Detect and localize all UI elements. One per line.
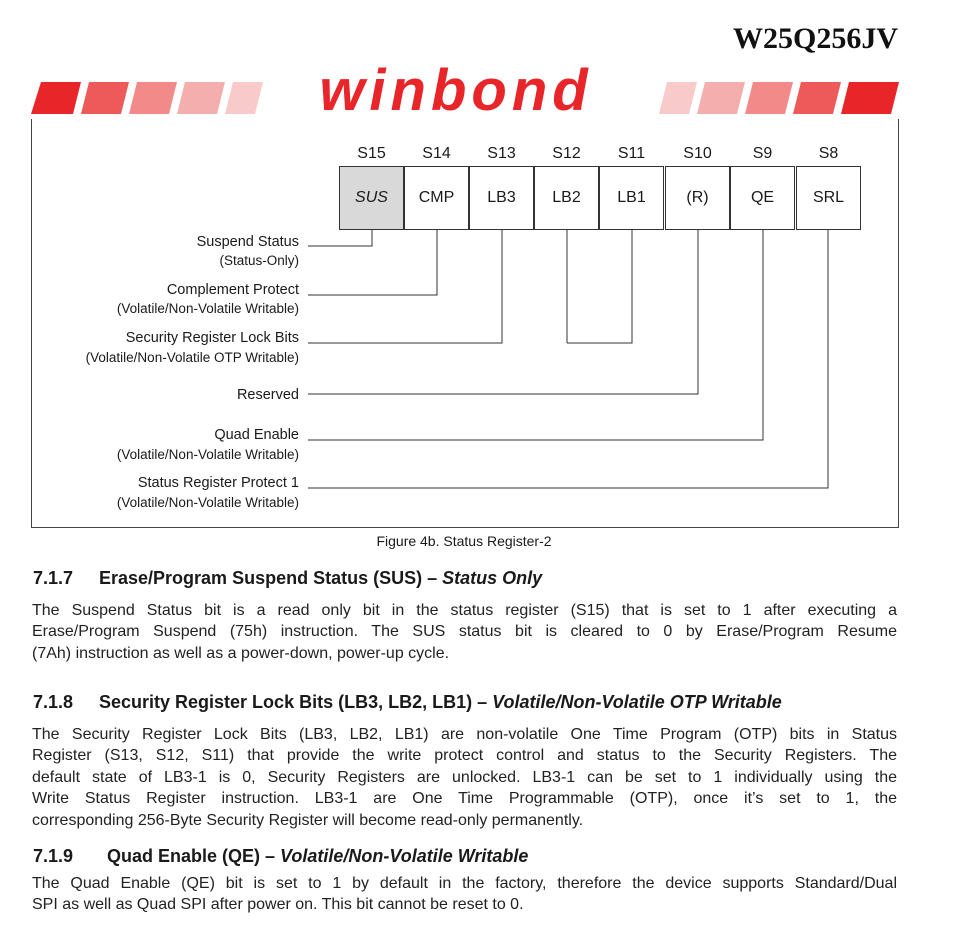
section-paragraph-717	[32, 600, 897, 664]
field-sub-security-lock: (Volatile/Non-Volatile OTP Writable)	[85, 350, 299, 365]
bit-label: S9	[752, 145, 773, 162]
section-heading-717	[33, 568, 542, 589]
wire-srl	[308, 230, 828, 488]
bit-label: S8	[818, 145, 839, 162]
field-sub-quad-enable: (Volatile/Non-Volatile Writable)	[116, 447, 299, 462]
paragraph-line: The Suspend Status bit is a read only bit in the status register (S15) that is set to 1 after executing a	[32, 602, 897, 619]
field-sub-srp1: (Volatile/Non-Volatile Writable)	[116, 495, 299, 510]
paragraph-line: The Quad Enable (QE) bit is set to 1 by default in the factory, therefore the device supports Standard/Dual	[32, 875, 897, 892]
wire-lb1	[567, 230, 632, 343]
field-label-srp1: Status Register Protect 1	[137, 475, 299, 491]
register-cell-cmp: CMP	[404, 166, 469, 230]
field-label-quad-enable: Quad Enable	[214, 427, 299, 443]
bit-label: S15	[357, 145, 386, 162]
wire-qe	[308, 230, 763, 440]
register-cell-sus: SUS	[339, 166, 404, 230]
field-label-reserved: Reserved	[236, 387, 299, 403]
section-title: Erase/Program Suspend Status (SUS) –	[99, 568, 443, 588]
register-cell-reserved: (R)	[665, 166, 730, 230]
section-number: 7.1.7	[33, 568, 74, 588]
section-title: Quad Enable (QE) –	[107, 846, 281, 866]
paragraph-line: SPI as well as Quad SPI after power on. This bit cannot be reset to 0.	[32, 896, 524, 914]
field-label-complement-protect: Complement Protect	[166, 282, 299, 298]
bit-label: S10	[683, 145, 712, 162]
figure-caption: Figure 4b. Status Register-2	[376, 533, 552, 549]
register-cell-lb2: LB2	[534, 166, 599, 230]
register-cell-srl: SRL	[796, 166, 861, 230]
register-cell-lb3: LB3	[469, 166, 534, 230]
register-cell-qe: QE	[730, 166, 795, 230]
wire-sus	[308, 230, 372, 246]
paragraph-line: corresponding 256-Byte Security Register will become read-only permanently.	[32, 811, 584, 829]
wire-reserved	[308, 230, 698, 394]
section-heading-718	[33, 692, 782, 713]
bit-label: S12	[552, 145, 581, 162]
field-sub-complement-protect: (Volatile/Non-Volatile Writable)	[116, 301, 299, 316]
bit-label: S14	[422, 145, 451, 162]
section-heading-719	[33, 846, 528, 867]
section-paragraph-718	[32, 724, 897, 831]
bit-label: S11	[617, 145, 646, 162]
bit-label: S13	[487, 145, 516, 162]
field-sub-suspend-status: (Status-Only)	[219, 253, 299, 268]
field-label-suspend-status: Suspend Status	[196, 234, 299, 250]
part-number: W25Q256JV	[733, 22, 898, 55]
register-cell-lb1: LB1	[599, 166, 664, 230]
section-paragraph-719	[32, 873, 897, 916]
paragraph-line: The Security Register Lock Bits (LB3, LB2, LB1) are non-volatile One Time Program (OTP) bits in Status	[32, 726, 897, 743]
paragraph-line: default state of LB3-1 is 0, Security Registers are unlocked. LB3-1 can be set to 1 individually using the	[32, 768, 897, 786]
field-label-security-lock: Security Register Lock Bits	[125, 330, 299, 346]
section-title-italic: Volatile/Non-Volatile Writable	[280, 846, 529, 866]
paragraph-line: Erase/Program Suspend (75h) instruction. The SUS status bit is cleared to 0 by Erase/Program Resume	[32, 623, 897, 641]
section-title: Security Register Lock Bits (LB3, LB2, LB1) –	[99, 692, 493, 712]
wire-lb3	[308, 230, 502, 343]
paragraph-line: Register (S13, S12, S11) that provide the write protect control and status to the Security Registers. The	[32, 747, 897, 765]
paragraph-line: Write Status Register instruction. LB3-1 are One Time Programmable (OTP), once it’s set to 1, the	[32, 790, 897, 808]
section-number: 7.1.9	[33, 846, 74, 866]
paragraph-line: (7Ah) instruction as well as a power-down, power-up cycle.	[32, 644, 450, 662]
section-title-italic: Volatile/Non-Volatile OTP Writable	[492, 692, 782, 712]
section-title-italic: Status Only	[442, 568, 543, 588]
brand-wordmark: winbond	[319, 58, 593, 116]
section-number: 7.1.8	[33, 692, 74, 712]
